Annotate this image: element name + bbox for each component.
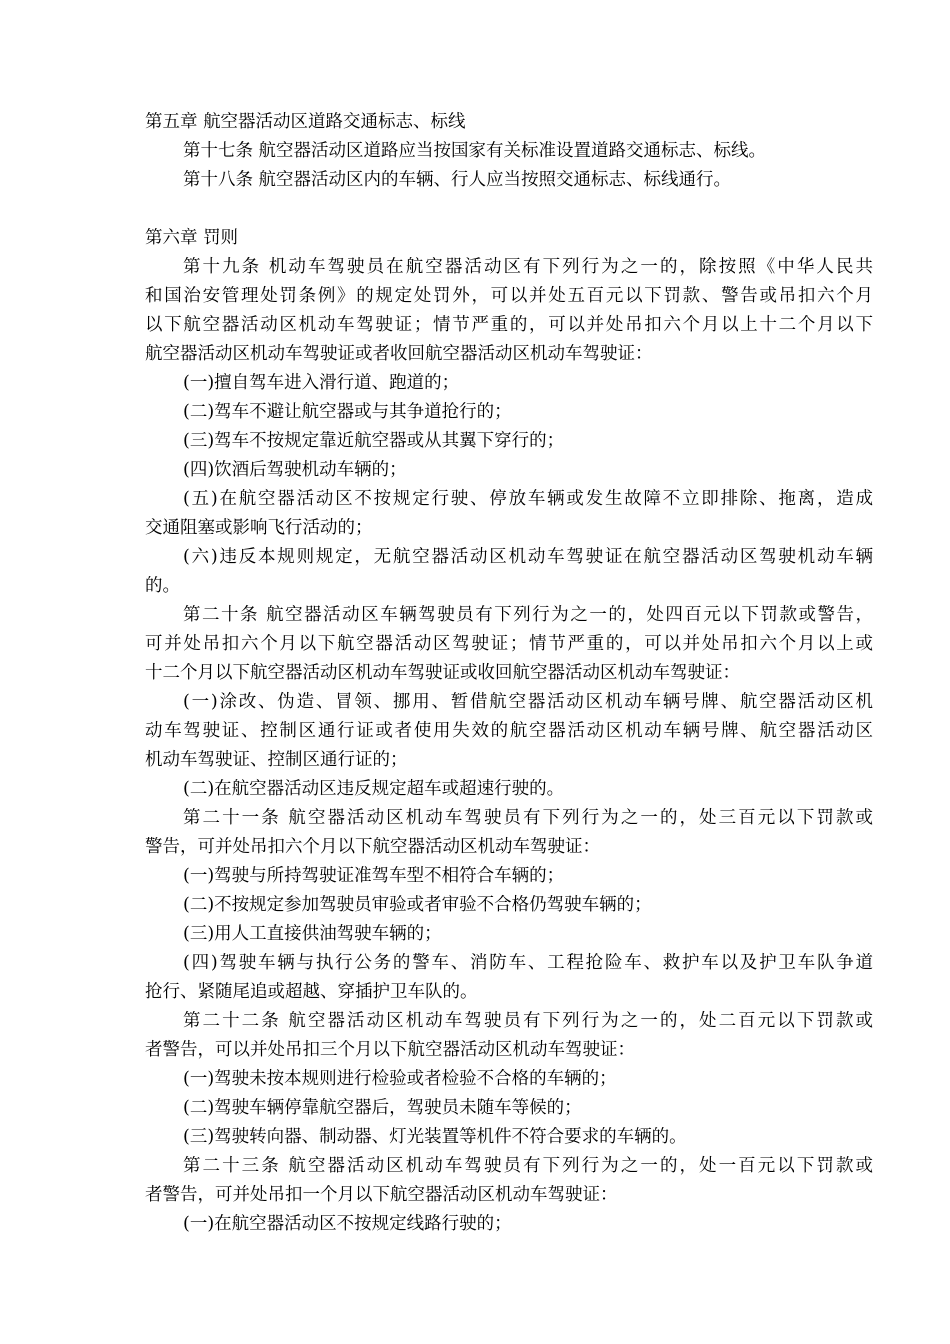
- article-19-item: (四)饮酒后驾驶机动车辆的；: [183, 460, 407, 480]
- section-spacer: [145, 195, 873, 224]
- article-23-item: (一)在航空器活动区不按规定线路行驶的；: [183, 1214, 512, 1234]
- article-22-line: 第二十二条 航空器活动区机动车驾驶员有下列行为之一的，处二百元以下罚款或: [183, 1011, 873, 1031]
- article-20-item-cont: 动车驾驶证、控制区通行证或者使用失效的航空器活动区机动车辆号牌、航空器活动区: [145, 721, 873, 741]
- article-19-line: 以下航空器活动区机动车驾驶证；情节严重的，可以并处吊扣六个月以上十二个月以下: [145, 315, 873, 335]
- article-19-line: 第十九条 机动车驾驶员在航空器活动区有下列行为之一的，除按照《中华人民共: [183, 257, 873, 277]
- article-22-item: (三)驾驶转向器、制动器、灯光装置等机件不符合要求的车辆的。: [183, 1127, 687, 1147]
- article-19-item: (六)违反本规则规定，无航空器活动区机动车驾驶证在航空器活动区驾驶机动车辆: [183, 547, 873, 567]
- article-20-line: 可并处吊扣六个月以下航空器活动区驾驶证；情节严重的，可以并处吊扣六个月以上或: [145, 634, 873, 654]
- article-22-item: (一)驾驶未按本规则进行检验或者检验不合格的车辆的；: [183, 1069, 617, 1089]
- article-19-line: 和国治安管理处罚条例》的规定处罚外，可以并处五百元以下罚款、警告或吊扣六个月: [145, 286, 873, 306]
- article-19-item: (三)驾车不按规定靠近航空器或从其翼下穿行的；: [183, 431, 565, 451]
- article-22-item: (二)驾驶车辆停靠航空器后，驾驶员未随车等候的；: [183, 1098, 582, 1118]
- article-20-line: 第二十条 航空器活动区车辆驾驶员有下列行为之一的，处四百元以下罚款或警告，: [183, 605, 873, 625]
- article-21-line: 警告，可并处吊扣六个月以下航空器活动区机动车驾驶证：: [145, 837, 600, 857]
- document-body: [145, 108, 873, 1239]
- chapter-heading: 第五章 航空器活动区道路交通标志、标线: [145, 112, 466, 132]
- article-19-item: (一)擅自驾车进入滑行道、跑道的；: [183, 373, 460, 393]
- article-23-line: 第二十三条 航空器活动区机动车驾驶员有下列行为之一的，处一百元以下罚款或: [183, 1156, 873, 1176]
- article-22-line: 者警告，可以并处吊扣三个月以下航空器活动区机动车驾驶证：: [145, 1040, 635, 1060]
- article-19-item: (二)驾车不避让航空器或与其争道抢行的；: [183, 402, 512, 422]
- article-21-line: 第二十一条 航空器活动区机动车驾驶员有下列行为之一的，处三百元以下罚款或: [183, 808, 873, 828]
- article-21-item: (四)驾驶车辆与执行公务的警车、消防车、工程抢险车、救护车以及护卫车队争道: [183, 953, 873, 973]
- article-19-item: (五)在航空器活动区不按规定行驶、停放车辆或发生故障不立即排除、拖离，造成: [183, 489, 873, 509]
- article-23-line: 者警告，可并处吊扣一个月以下航空器活动区机动车驾驶证：: [145, 1185, 618, 1205]
- article-20-item: (二)在航空器活动区违反规定超车或超速行驶的。: [183, 779, 565, 799]
- article-19-item-cont: 的。: [145, 576, 180, 596]
- article-21-item: (一)驾驶与所持驾驶证准驾车型不相符合车辆的；: [183, 866, 565, 886]
- article-19-line: 航空器活动区机动车驾驶证或者收回航空器活动区机动车驾驶证：: [145, 344, 653, 364]
- article-20-item: (一)涂改、伪造、冒领、挪用、暂借航空器活动区机动车辆号牌、航空器活动区机: [183, 692, 873, 712]
- article-20-line: 十二个月以下航空器活动区机动车驾驶证或收回航空器活动区机动车驾驶证：: [145, 663, 740, 683]
- article-18: 第十八条 航空器活动区内的车辆、行人应当按照交通标志、标线通行。: [183, 170, 732, 190]
- article-21-item: (二)不按规定参加驾驶员审验或者审验不合格仍驾驶车辆的；: [183, 895, 652, 915]
- article-20-item-cont: 机动车驾驶证、控制区通行证的；: [145, 750, 408, 770]
- chapter-heading: 第六章 罚则: [145, 228, 239, 248]
- article-17: 第十七条 航空器活动区道路应当按国家有关标准设置道路交通标志、标线。: [183, 141, 767, 161]
- article-19-item-cont: 交通阻塞或影响飞行活动的；: [145, 518, 373, 538]
- article-21-item-cont: 抢行、紧随尾追或超越、穿插护卫车队的。: [145, 982, 478, 1002]
- article-21-item: (三)用人工直接供油驾驶车辆的；: [183, 924, 442, 944]
